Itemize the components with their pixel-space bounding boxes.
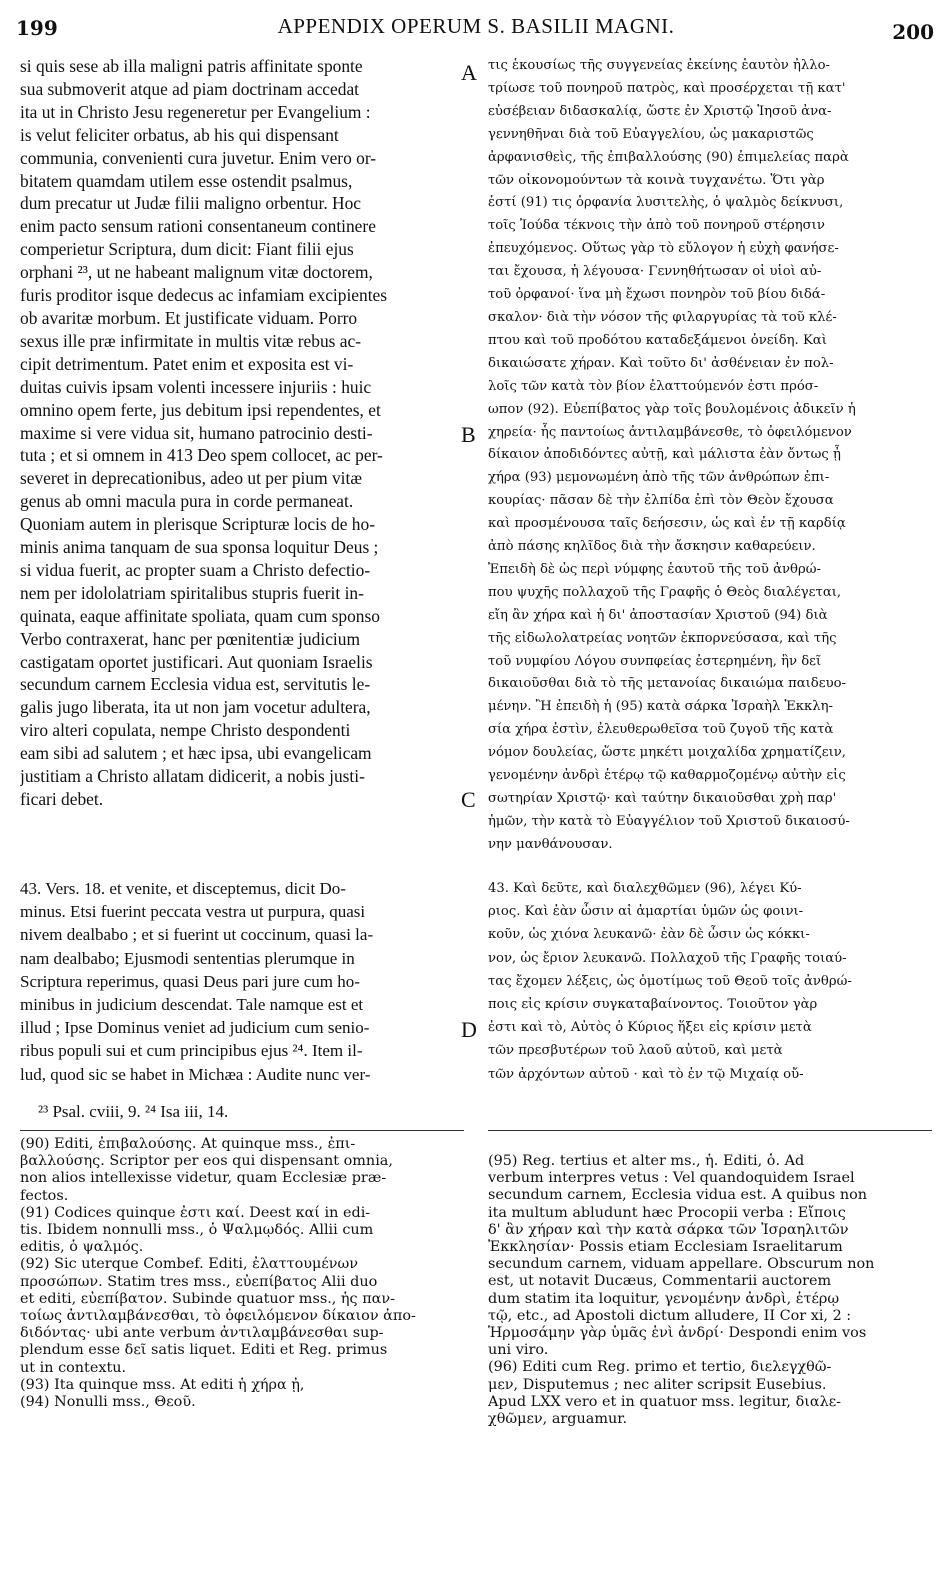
text-line: εἴη ἂν χήρα καὶ ἡ δι' ἀποστασίαν Χριστοῦ (94) διὰ [488, 607, 828, 623]
greek-section-43 [488, 877, 930, 1086]
text-line: δίκαιον ἀποδιδόντες αὐτῇ, καὶ μάλιστα ἐὰν ὄντως ᾖ [488, 447, 841, 463]
text-line: νόμον δουλείας, ὥστε μηκέτι μοιχαλίδα χρηματίζειν, [488, 745, 846, 761]
text-line: ριος. Καὶ ἐὰν ὦσιν αἱ ἁμαρτίαι ὑμῶν ὡς φοινι- [488, 904, 804, 920]
text-line: ἡμῶν, τὴν κατὰ τὸ Εὐαγγέλιον τοῦ Χριστοῦ δικαιοσύ- [488, 813, 850, 829]
note-line: διδόντας· ubi ante verbum ἀντιλαμβάνεσθαι sup- [20, 1325, 384, 1342]
text-line: castigatam oportet justificari. Aut quoniam Israelis [20, 651, 373, 672]
note-line: verbum interpres vetus : Vel quandoquidem Israel [488, 1170, 855, 1187]
text-line: justitiam a Christo allatam didicerit, a nobis justi- [20, 766, 365, 787]
text-line: Quoniam autem in plerisque Scripturæ locis de ho- [20, 514, 375, 535]
note-line: τοίως ἀντιλαμβάνεσθαι, τὸ ὀφειλόμενον δίκαιον ἀπο- [20, 1308, 416, 1325]
text-line: si quis sese ab illa maligni patris affinitate sponte [20, 56, 363, 76]
note-line: (95) Reg. tertius et alter ms., ἡ. Editi, ὁ. Ad [488, 1153, 805, 1169]
note-line: dum statim ita loquitur, γενομένην ἀνδρὶ, ἑτέρῳ [488, 1290, 840, 1307]
text-line: sexus ille præ infirmitate in multis vitæ rebus ac- [20, 330, 361, 351]
note-line: (90) Editi, ἐπιβαλούσης. At quinque mss., ἐπι- [20, 1136, 356, 1152]
scripture-footnotes: ²³ Psal. cviii, 9. ²⁴ Isa iii, 14. [38, 1102, 229, 1121]
text-line: ἐστι καὶ τὸ, Αὐτὸς ὁ Κύριος ἥξει εἰς κρίσιν μετὰ [488, 1020, 812, 1036]
text-line: σωτηρίαν Χριστῷ· καὶ ταύτην δικαιοῦσθαι χρὴ παρ' [488, 791, 837, 806]
note-line: δ' ἂν χήραν καὶ τὴν κατὰ σάρκα τῶν Ἰσραηλιτῶν [488, 1221, 849, 1238]
note-line: Ἐκκλησίαν· Possis etiam Ecclesiam Israelitarum [488, 1239, 843, 1256]
text-line: τῶν οἰκονομούντων τὰ κοινὰ τυγχανέτω. Ὅτι γὰρ [488, 172, 825, 188]
editorial-notes-right [488, 1153, 932, 1428]
note-line: (96) Editi cum Reg. primo et tertio, διελεγχθῶ- [488, 1359, 832, 1376]
note-line: secundum carnem, Ecclesia vidua est. A quibus non [488, 1187, 868, 1204]
text-line: γενομένην ἀνδρὶ ἑτέρῳ τῷ καθαρμοζομένῳ αὐτὴν εἰς [488, 768, 846, 784]
text-line: κοῦν, ὡς χιόνα λευκανῶ· ἐὰν δὲ ὦσιν ὡς κόκκι- [488, 927, 810, 943]
text-line: τῶν ἀρχόντων αὐτοῦ · καὶ τὸ ἐν τῷ Μιχαίᾳ οὔ- [488, 1066, 804, 1082]
text-line: ita ut in Christo Jesu regeneretur per Evangelium : [20, 101, 371, 122]
text-line: τις ἑκουσίως τῆς συγγενείας ἐκείνης ἑαυτὸν ἠλλο- [488, 58, 830, 73]
notes-divider-left [20, 1130, 464, 1131]
text-line: νον, ὡς ἔριον λευκανῶ. Πολλαχοῦ τῆς Γραφῆς τοιαύ- [488, 950, 847, 966]
text-line: νην μανθάνουσαν. [488, 836, 613, 852]
note-line: (92) Sic uterque Combef. Editi, ἐλαττουμένων [20, 1256, 359, 1273]
page-number-left: 199 [16, 16, 58, 40]
section-marker-b: B [461, 422, 476, 447]
text-line: communia, convenienti cura juvetur. Enim vero or- [20, 147, 377, 168]
text-line: 43. Vers. 18. et venite, et disceptemus, dicit Do- [20, 879, 346, 898]
page-title: APPENDIX OPERUM S. BASILII MAGNI. [277, 14, 675, 38]
text-line: δικαιοῦσθαι διὰ τὸ τῆς μετανοίας δικαιώμα παιδευο- [488, 676, 846, 692]
note-line: et editi, εὐεπίβατον. Subinde quatuor mss., ἧς παν- [20, 1290, 395, 1307]
note-line: editis, ὁ ψαλμός. [20, 1239, 144, 1256]
text-line: κουρίας· πᾶσαν δὲ τὴν ἐλπίδα ἐπὶ τὸν Θεὸν ἔχουσα [488, 493, 834, 509]
text-line: omnino opem ferte, jus debitum ipsi rependentes, et [20, 399, 381, 420]
section-marker-a: A [461, 60, 477, 85]
text-line: lud, quod sic se habet in Michæa : Audite nunc ver- [20, 1064, 371, 1084]
text-line: minibus in judicium descendat. Tale namque est et [20, 995, 364, 1015]
note-line: secundum carnem, viduam appellare. Obscurum non [488, 1256, 875, 1273]
text-line: genus ab omni macula pura in corde permaneat. [20, 491, 354, 512]
note-line: non alios intellexisse videtur, quam Ecclesiæ præ- [20, 1170, 387, 1187]
text-line: καὶ προσμένουσα ταῖς δεήσεσιν, ὡς καὶ ἐν τῇ καρδίᾳ [488, 516, 846, 532]
text-line: illud ; Ipse Dominus veniet ad judicium cum senio- [20, 1018, 370, 1038]
notes-divider-right [488, 1130, 932, 1131]
editorial-notes-left [20, 1136, 464, 1411]
text-line: εὐσέβειαν διδασκαλίᾳ, ὥστε ἐν Χριστῷ Ἰησοῦ ἀνα- [488, 103, 832, 119]
text-line: Ἐπειδὴ δὲ ὡς περὶ νύμφης ἑαυτοῦ τῆς τοῦ ἀνθρώ- [488, 561, 821, 577]
note-line: plendum esse δεῖ satis liquet. Editi et Reg. primus [20, 1342, 388, 1359]
text-line: τας ἔχομεν λέξεις, ὡς ὁμοτίμως τοῦ Θεοῦ τοῖς ἀνθρώ- [488, 973, 852, 989]
text-line: ωπον (92). Εὐεπίβατος γὰρ τοῖς βουλομένοις ἀδικεῖν ἡ [488, 401, 856, 417]
text-line: sua submoverit atque ad piam doctrinam accedat [20, 78, 359, 99]
note-line: Apud LXX vero et in quatuor mss. legitur, διαλε- [488, 1393, 842, 1410]
note-line: προσώπων. Statim tres mss., εὐεπίβατος Alii duo [20, 1273, 378, 1290]
text-line: minis anima tanquam de sua sponsa loquitur Deus ; [20, 537, 379, 558]
page-number-right: 200 [892, 20, 934, 44]
note-line: Ἡρμοσάμην γὰρ ὑμᾶς ἑνὶ ἀνδρί· Despondi enim vos [488, 1325, 867, 1342]
text-line: viro alteri copulata, nempe Christo despondenti [20, 720, 351, 741]
note-line: ita multum abludunt hæc Procopii verba : Εἴποις [488, 1204, 846, 1221]
note-line: βαλλούσης. Scriptor per eos qui dispensant omnia, [20, 1153, 393, 1170]
text-line: bitatem quamdam utilem esse ostendit psalmus, [20, 170, 353, 191]
text-line: τοῖς Ἰούδα τέκνοις τὴν ἀπὸ τοῦ πονηροῦ στέρησιν [488, 218, 825, 234]
latin-main-text [20, 55, 460, 811]
note-line: (94) Nonulli mss., Θεοῦ. [20, 1394, 196, 1411]
running-header [0, 8, 952, 42]
section-marker-d: D [461, 1017, 477, 1042]
text-line: maxime si vere vidua sit, humano patrocinio desti- [20, 422, 373, 443]
text-line: δικαιώσατε χήραν. Καὶ τοῦτο δι' ἀσθένειαν ἐν πολ- [488, 355, 834, 371]
text-line: μένην. Ἢ ἐπειδὴ ἡ (95) κατὰ σάρκα Ἰσραὴλ Ἐκκλη- [488, 699, 833, 715]
text-line: duitas cuivis ipsam volenti incessere injuriis : huic [20, 376, 372, 397]
text-line: enim pacto sensum rationi consentaneum continere [20, 216, 376, 237]
text-line: minus. Etsi fuerint peccata vestra ut purpura, quasi [20, 902, 366, 922]
text-line: eam sibi ad salutem ; et hæc ipsa, ubi evangelicam [20, 743, 372, 764]
text-line: nem per idololatriam spiritalibus stupris fuerit in- [20, 582, 364, 603]
latin-section-43 [20, 877, 460, 1086]
note-line: μεν, Disputemus ; nec aliter scripsit Eusebius. [488, 1376, 827, 1393]
text-line: ται ἔχουσα, ἡ λέγουσα· Γεννηθήτωσαν οἱ υἱοὶ αὐ- [488, 264, 822, 280]
text-line: comperietur Scriptura, dum dicit: Fiant filii ejus [20, 239, 354, 260]
text-line: galis jugo liberata, ita ut non jam vocetur adultera, [20, 697, 371, 718]
text-line: dum precatur ut Judæ filii maligno orbentur. Hoc [20, 193, 361, 214]
text-line: Verbo contraxerat, hanc per pœnitentiæ judicium [20, 628, 360, 649]
text-line: που ψυχῆς πολλαχοῦ τῆς Γραφῆς ὁ Θεὸς διαλέγεται, [488, 584, 842, 600]
note-line: (93) Ita quinque mss. At editi ἡ χήρα ᾖ, [20, 1376, 305, 1393]
text-line: is velut feliciter orbatus, ab his qui dispensant [20, 124, 339, 145]
text-line: τῶν πρεσβυτέρων τοῦ λαοῦ αὐτοῦ, καὶ μετὰ [488, 1043, 783, 1059]
text-line: τοῦ ὀρφανοί· ἵνα μὴ ἔχωσι πονηρὸν τοῦ βίου διδά- [488, 287, 826, 303]
note-line: τῷ, etc., ad Apostoli dictum alludere, II Cor xi, 2 : [488, 1307, 852, 1324]
text-line: λοῖς τῶν κατὰ τὸν βίον ἐλαττούμενόν ἐστι πρόσ- [488, 378, 819, 394]
text-line: ἀρφανισθεὶς, τῆς ἐπιβαλλούσης (90) ἐπιμελείας παρὰ [488, 149, 849, 165]
text-line: ob avaritæ morbum. Et justificate viduam. Porro [20, 307, 358, 328]
text-line: orphani ²³, ut ne habeant malignum vitæ doctorem, [20, 262, 373, 283]
text-line: ποις εἰς κρίσιν συγκαταβαίνοντος. Τοιοῦτον γὰρ [488, 997, 818, 1013]
text-line: χηρεία· ἧς παντοίως ἀντιλαμβάνεσθε, τὸ ὀφειλόμενον [488, 424, 852, 440]
text-line: ἐστί (91) τις ὀρφανία λυσιτελὴς, ὁ ψαλμὸς δείκνυσι, [488, 195, 844, 211]
text-line: ribus populi sui et cum principibus ejus ²⁴. Item il- [20, 1041, 363, 1061]
text-line: τῆς εἰδωλολατρείας νοητῶν ἐκπορνεύσασα, καὶ τῆς [488, 630, 837, 646]
text-line: χήρα (93) μεμονωμένη ἀπὸ τῆς τῶν ἀνθρώπων ἐπι- [488, 470, 830, 486]
note-line: ut in contextu. [20, 1359, 127, 1376]
text-line: πτου καὶ τοῦ προδότου καταδεξάμενοι ὀνείδη. Καὶ [488, 332, 827, 348]
text-line: quinata, eaque affinitate spoliata, quam cum sponso [20, 605, 380, 626]
note-line: (91) Codices quinque ἐστι καί. Deest καί in edi- [20, 1204, 371, 1221]
text-line: τρίωσε τοῦ πονηροῦ πατρὸς, καὶ προσέρχεται τῇ κατ' [488, 80, 846, 96]
section-marker-c: C [461, 787, 476, 812]
text-line: ἀπὸ πάσης κηλῖδος διὰ τὴν ἄσκησιν καθαρεύειν. [488, 539, 816, 555]
text-line: secundum carnem Ecclesia vidua est, servitutis le- [20, 674, 371, 695]
text-line: γεννηθῆναι διὰ τοῦ Εὐαγγελίου, ὡς μακαριστῶς [488, 126, 814, 142]
text-line: ficari debet. [20, 789, 104, 809]
text-line: si vidua fuerit, ac propter suam a Christo defectio- [20, 559, 371, 580]
text-line: Scriptura reperimus, quasi Deus pari jure cum ho- [20, 971, 360, 991]
text-line: τοῦ νυμφίου Λόγου συνπφείας ἐστερημένη, ἣν δεῖ [488, 653, 822, 669]
note-line: tis. Ibidem nonnulli mss., ὁ Ψαλμῳδός. Allii cum [20, 1222, 374, 1239]
note-line: est, ut notavit Ducæus, Commentarii auctorem [488, 1273, 832, 1290]
text-line: 43. Καὶ δεῦτε, καὶ διαλεχθῶμεν (96), λέγει Κύ- [488, 881, 802, 896]
text-line: ἐπευχόμενος. Οὕτως γὰρ τὸ εὔλογον ἡ εὐχὴ φανήσε- [488, 241, 839, 257]
note-line: fectos. [20, 1187, 69, 1204]
text-line: nam dealbabo; Ejusmodi sententias plerumque in [20, 948, 355, 968]
text-line: tuta ; et si omnem in 413 Deo spem collocet, ac per- [20, 445, 383, 466]
text-line: severet in deprecationibus, adeo ut per pium vitæ [20, 468, 362, 489]
text-line: σκαλον· διὰ τὴν νόσον τῆς φιλαργυρίας τὰ τοῦ κλέ- [488, 309, 837, 325]
note-line: χθῶμεν, arguamur. [488, 1411, 628, 1428]
text-line: nivem dealbabo ; et si fuerint ut coccinum, quasi la- [20, 925, 374, 945]
note-line: uni viro. [488, 1342, 549, 1359]
text-line: cipit detrimentum. Patet enim et exposita est vi- [20, 353, 354, 374]
text-line: furis proditor isque dedecus ac infamiam excipientes [20, 285, 388, 306]
greek-main-text [488, 55, 930, 857]
text-line: σία χήρα ἐστὶν, ἐλευθερωθεῖσα τοῦ ζυγοῦ τῆς κατὰ [488, 722, 834, 738]
